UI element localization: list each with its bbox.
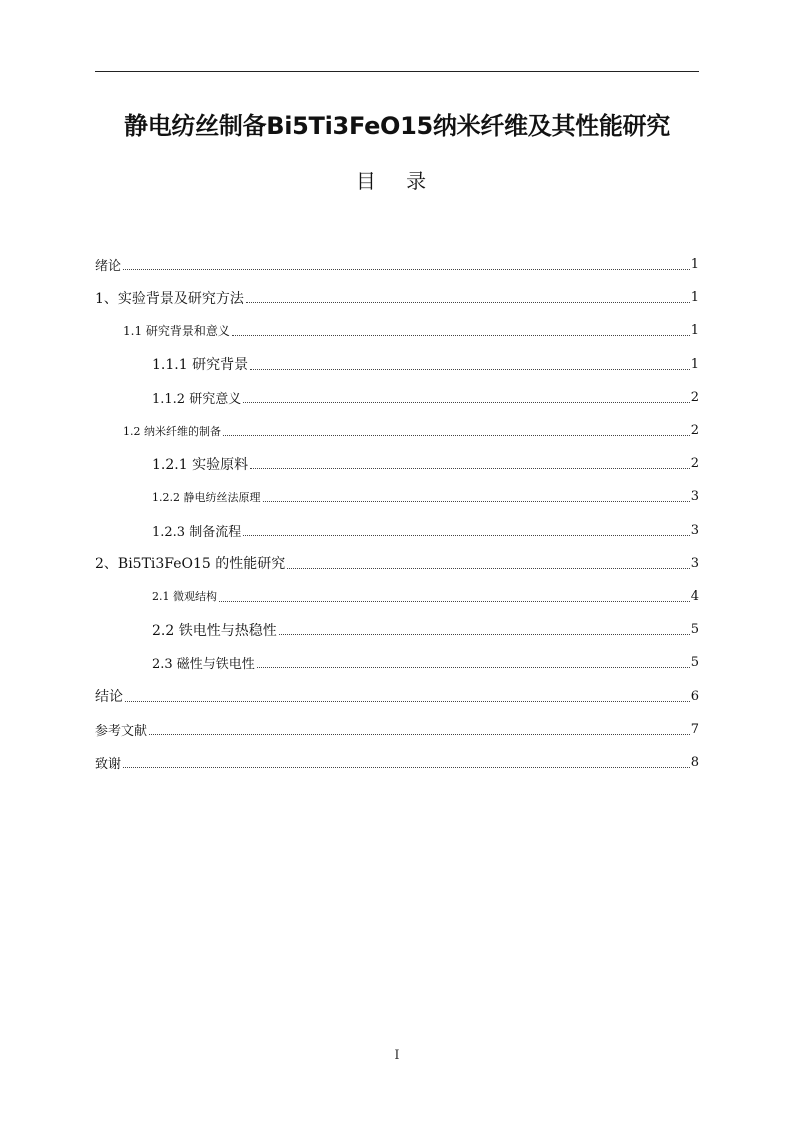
toc-entry-page: 3	[690, 522, 699, 538]
toc-dot-leader	[123, 268, 690, 270]
toc-entry-section-1-2-3[interactable]	[95, 514, 699, 547]
toc-dot-leader	[287, 567, 689, 569]
toc-entry-label: 2、Bi5Ti3FeO15 的性能研究	[95, 556, 286, 573]
toc-entry-page: 7	[690, 721, 699, 737]
toc-heading: 目 录	[355, 169, 439, 193]
toc-entry-section-1-1-2[interactable]	[95, 381, 699, 414]
toc-entry-page: 2	[690, 389, 699, 405]
toc-entry-page: 1	[690, 257, 699, 273]
toc-entry-page: 1	[690, 323, 699, 339]
toc-entry-page: 4	[690, 588, 699, 604]
toc-entry-conclusion[interactable]	[95, 679, 699, 712]
toc-entry-section-2-1[interactable]	[95, 580, 699, 613]
toc-entry-label: 1.2 纳米纤维的制备	[123, 424, 221, 438]
toc-dot-leader	[243, 534, 690, 536]
toc-entry-references[interactable]	[95, 713, 699, 746]
toc-entry-label: 2.3 磁性与铁电性	[152, 657, 255, 673]
toc-dot-leader	[149, 733, 690, 735]
toc-dot-leader	[257, 666, 690, 668]
toc-entry-label: 1、实验背景及研究方法	[95, 290, 244, 307]
toc-dot-leader	[243, 401, 690, 403]
toc-entry-chapter-1[interactable]	[95, 281, 699, 314]
toc-entry-section-2-2[interactable]	[95, 613, 699, 646]
toc-entry-introduction[interactable]	[95, 248, 699, 281]
toc-entry-page: 3	[690, 489, 699, 505]
toc-entry-label: 1.1.2 研究意义	[152, 391, 242, 407]
toc-dot-leader	[246, 301, 690, 303]
toc-entry-label: 1.1 研究背景和意义	[123, 324, 230, 339]
toc-entry-page: 6	[690, 688, 699, 704]
header-rule	[95, 71, 699, 72]
toc-entry-section-1-2-1[interactable]	[95, 447, 699, 480]
toc-entry-section-2-3[interactable]	[95, 646, 699, 679]
toc-entry-page: 3	[690, 555, 699, 571]
toc-dot-leader	[125, 700, 690, 702]
toc-entry-label: 致谢	[95, 756, 122, 772]
toc-entry-label: 1.1.1 研究背景	[152, 357, 249, 374]
toc-entry-label: 参考文献	[95, 723, 148, 739]
document-title: 静电纺丝制备Bi5Ti3FeO15纳米纤维及其性能研究	[124, 112, 670, 140]
toc-entry-page: 5	[690, 622, 699, 638]
toc-entry-section-1-1-1[interactable]	[95, 348, 699, 381]
toc-dot-leader	[123, 766, 690, 768]
toc-entry-page: 2	[690, 456, 699, 472]
toc-entry-page: 1	[690, 356, 699, 372]
toc-dot-leader	[263, 500, 690, 502]
toc-entry-page: 2	[690, 423, 699, 439]
toc-entry-label: 绪论	[95, 259, 122, 275]
toc-dot-leader	[279, 633, 690, 635]
toc-entry-section-1-2-2[interactable]	[95, 480, 699, 513]
toc-entry-section-1-2[interactable]	[95, 414, 699, 447]
toc-entry-label: 2.2 铁电性与热稳性	[152, 622, 277, 639]
toc-entry-label: 结论	[95, 689, 123, 706]
toc-dot-leader	[219, 600, 690, 602]
table-of-contents	[95, 248, 699, 779]
toc-entry-label: 1.2.1 实验原料	[152, 456, 249, 473]
toc-entry-label: 2.1 微观结构	[152, 590, 217, 604]
toc-dot-leader	[232, 334, 690, 336]
toc-dot-leader	[250, 368, 690, 370]
toc-dot-leader	[223, 434, 690, 436]
toc-entry-page: 1	[690, 290, 699, 306]
toc-entry-section-1-1[interactable]	[95, 314, 699, 347]
toc-entry-page: 5	[690, 655, 699, 671]
toc-entry-label: 1.2.2 静电纺丝法原理	[152, 490, 261, 504]
page-number: I	[394, 1048, 400, 1063]
toc-entry-page: 8	[690, 754, 699, 770]
toc-entry-label: 1.2.3 制备流程	[152, 524, 242, 540]
toc-entry-chapter-2[interactable]	[95, 547, 699, 580]
toc-dot-leader	[250, 467, 690, 469]
toc-entry-acknowledgements[interactable]	[95, 746, 699, 779]
